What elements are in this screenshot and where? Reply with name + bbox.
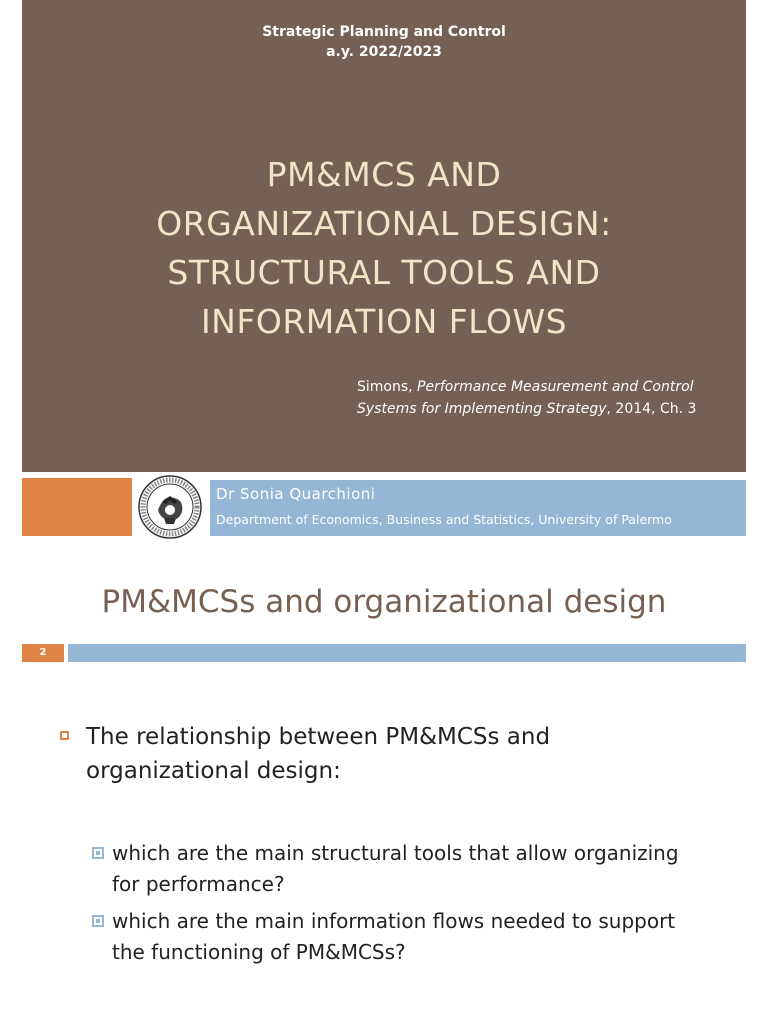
header-divider-bar — [68, 644, 746, 662]
university-seal-icon — [134, 472, 206, 542]
title-line-4: INFORMATION FLOWS — [200, 302, 568, 341]
title-line-1: PM&MCS AND — [266, 155, 502, 194]
sub-bullet — [92, 906, 712, 968]
slide-title — [22, 150, 746, 346]
sub-bullet — [92, 838, 712, 900]
sub-bullet-text-2: which are the main information flows needed to support the functioning of PM&MCSs? — [112, 909, 676, 964]
square-bullet-icon — [92, 847, 104, 859]
slide-number-badge: 2 — [22, 644, 64, 662]
author-band — [22, 478, 746, 536]
title-slide-panel — [22, 0, 746, 472]
course-header — [22, 22, 746, 62]
slide2-title: PM&MCSs and organizational design — [101, 584, 667, 620]
main-bullet-text: The relationship between PM&MCSs and organizational design: — [86, 724, 551, 784]
department-name: Department of Economics, Business and Statistics, University of Palermo — [216, 512, 672, 527]
sub-bullet-text-1: which are the main structural tools that allow organizing for performance? — [112, 841, 679, 896]
square-bullet-icon — [92, 915, 104, 927]
citation-book-title-1: Performance Measurement and Control — [417, 379, 694, 395]
square-bullet-icon — [60, 731, 69, 740]
author-info-block — [210, 480, 746, 536]
title-line-3: STRUCTURAL TOOLS AND — [167, 253, 601, 292]
main-bullet — [60, 720, 700, 788]
citation-book-title-2: Systems for Implementing Strategy — [357, 401, 607, 417]
citation-suffix: , 2014, Ch. 3 — [606, 401, 697, 417]
academic-year: a.y. 2022/2023 — [326, 44, 442, 60]
citation-author: Simons, — [357, 379, 418, 395]
citation — [357, 376, 737, 420]
title-line-2: ORGANIZATIONAL DESIGN: — [156, 204, 612, 243]
presenter-name: Dr Sonia Quarchioni — [216, 485, 376, 503]
orange-accent-block — [22, 478, 132, 536]
course-name: Strategic Planning and Control — [262, 24, 506, 40]
